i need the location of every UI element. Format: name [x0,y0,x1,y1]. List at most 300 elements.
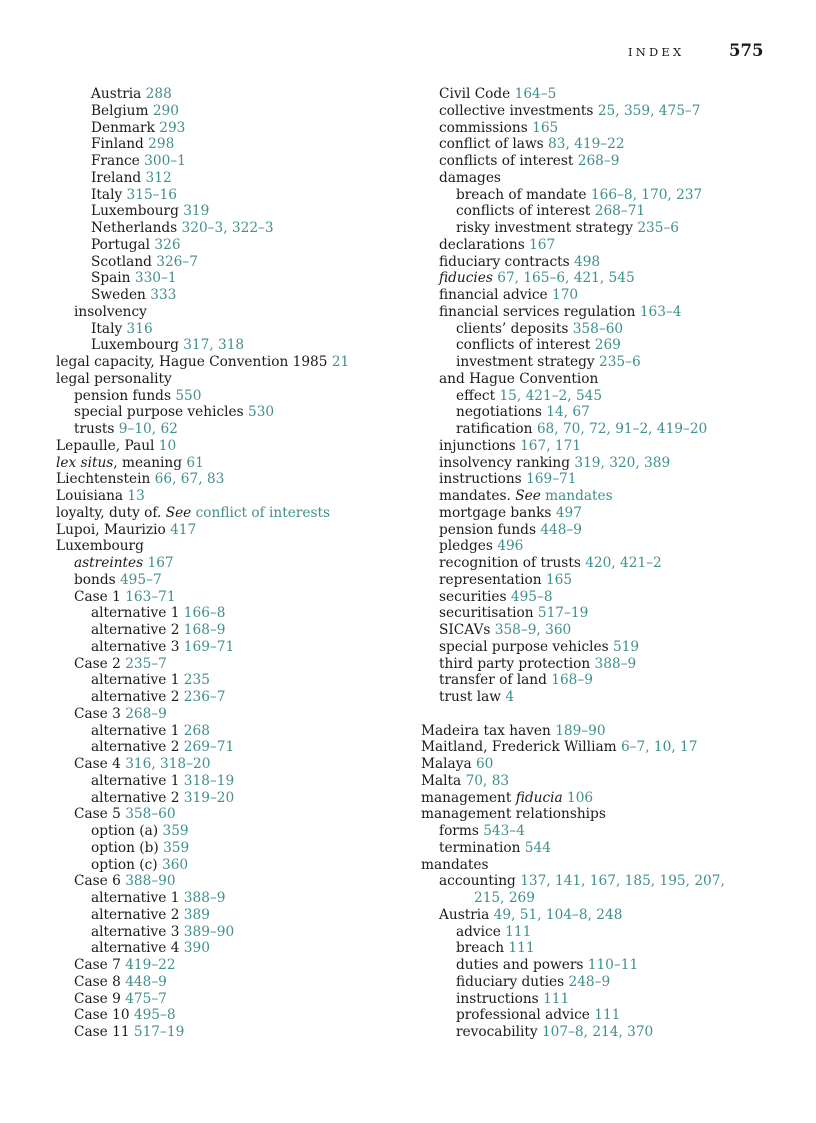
index-term: Case 1 [74,588,121,605]
index-term: alternative 3 [91,638,180,655]
index-term: loyalty, duty of. [56,504,162,521]
index-term: bonds [74,571,116,588]
index-term: pension funds [439,521,536,538]
page-reference[interactable]: 319 [183,203,210,220]
page-reference[interactable]: 268–71 [594,203,646,220]
index-term: legal capacity, Hague Convention 1985 [56,354,328,370]
running-head: INDEX [628,45,685,59]
index-entry [56,924,401,941]
index-term: alternative 1 [91,672,180,689]
index-entry [421,203,766,220]
index-term: Case 3 [74,705,121,722]
index-term: Finland [91,136,144,153]
page-reference[interactable]: 317, 318 [183,337,245,354]
page-reference[interactable]: 67, 165–6, 421, 545 [497,270,635,287]
index-entry [421,924,766,941]
index-entry [421,1007,766,1024]
index-entry [56,672,401,689]
page-reference[interactable]: 111 [505,923,532,940]
index-term: breach of mandate [456,186,587,203]
index-term: Belgium [91,102,149,119]
page-reference[interactable]: 111 [543,990,570,1007]
index-entry [421,605,766,622]
page-reference[interactable]: 163–71 [125,588,176,605]
index-entry [56,538,401,555]
page-reference[interactable]: 519 [612,638,640,655]
index-entry [56,907,401,924]
index-entry [421,270,766,287]
index-entry [56,86,401,103]
index-term: Luxembourg [91,337,179,354]
index-term: accounting [439,873,516,890]
page-reference[interactable]: 388–9 [594,655,637,672]
page-reference[interactable]: 49, 51, 104–8, 248 [493,906,623,923]
index-entry [56,840,401,857]
index-term: SICAVs [439,622,491,638]
page-reference[interactable]: 268–9 [577,153,620,169]
index-term: Portugal [91,236,151,253]
index-term: Case 5 [74,806,121,823]
index-term: mortgage banks [439,504,552,521]
index-entry [421,991,766,1008]
page-reference[interactable]: 167, 171 [520,437,582,454]
index-term: pension funds [74,387,171,404]
page-reference[interactable]: 165 [545,571,573,588]
page-reference[interactable]: 312 [145,169,172,186]
index-term: Case 10 [74,1007,130,1024]
page-reference[interactable]: 358–60 [572,320,624,337]
index-entry [421,187,766,204]
page-reference[interactable]: 66, 67, 83 [154,471,225,488]
index-entry [56,304,401,321]
page-reference[interactable]: 544 [524,839,551,856]
index-entry [56,857,401,874]
index-entry [421,438,766,455]
page-reference[interactable]: 543–4 [483,823,525,839]
index-term: instructions [456,990,539,1007]
page-reference[interactable]: 389 [183,906,210,923]
see-reference-label: See [515,488,541,504]
page-reference[interactable]: 169–71 [183,638,235,655]
index-term: alternative 2 [91,906,180,923]
index-term: insolvency [74,303,147,320]
page-reference[interactable]: 290 [152,102,179,119]
index-entry [56,806,401,823]
page-reference[interactable]: 333 [150,287,177,303]
page-reference[interactable]: 358–9, 360 [494,622,572,638]
index-term: third party protection [439,655,591,672]
index-entry [421,656,766,673]
index-entry [56,873,401,890]
index-entry [421,488,766,505]
see-reference-label: See [165,504,192,521]
index-entry [56,505,401,522]
page-reference[interactable]: 110–11 [587,957,639,973]
index-term: fiduciary contracts [439,253,570,270]
index-entry [56,823,401,840]
index-term: option (b) [91,839,159,856]
index-entry [56,337,401,354]
index-term: France [91,153,140,169]
index-entry [56,589,401,606]
index-term: Louisiana [56,488,124,504]
index-entry [56,438,401,455]
index-entry [421,957,766,974]
index-entry [56,991,401,1008]
index-term: Luxembourg [91,203,179,220]
index-entry [56,622,401,639]
index-entry [421,455,766,472]
index-term: alternative 2 [91,622,180,638]
page-reference[interactable]: 298 [148,136,175,153]
index-entry [421,672,766,689]
page-reference[interactable]: 389–90 [183,923,235,940]
index-entry [421,538,766,555]
page-reference[interactable]: 390 [183,940,210,957]
index-entry [421,907,766,924]
index-term: professional advice [456,1007,590,1024]
page-reference[interactable]: 168–9 [551,672,593,689]
page-reference[interactable]: 448–9 [540,521,583,538]
index-entry [56,756,401,773]
index-entry [421,840,766,857]
index-term: alternative 3 [91,923,180,940]
index-entry [56,203,401,220]
page-reference[interactable]: 496 [497,538,524,555]
page-reference[interactable]: 167 [529,236,556,253]
index-term: representation [439,571,542,588]
page-reference[interactable]: 137, 141, 167, 185, 195, 207, [520,873,725,890]
index-entry [421,220,766,237]
index-term: damages [439,169,501,186]
index-entry [56,455,401,472]
page-reference[interactable]: 107–8, 214, 370 [541,1024,654,1040]
index-term: alternative 1 [91,772,180,789]
index-term: Luxembourg [56,538,144,555]
index-term: Lupoi, Maurizio [56,521,166,538]
page-reference[interactable]: 316, 318–20 [125,756,211,772]
index-term: instructions [439,471,522,488]
index-term: Madeira tax haven [421,722,551,739]
page-reference[interactable]: 189–90 [555,722,606,739]
page-reference[interactable]: 448–9 [125,973,167,990]
index-entry [56,170,401,187]
page-reference[interactable]: 359 [162,823,189,839]
page-reference[interactable]: 163–4 [639,303,682,320]
page-reference[interactable]: 169–71 [526,471,577,488]
index-term: financial advice [439,287,548,303]
page-reference[interactable]: 300–1 [144,153,186,169]
index-entry [56,974,401,991]
index-term: conflicts of interest [456,337,591,354]
index-entry [421,237,766,254]
index-entry [56,656,401,673]
page-reference[interactable]: 316 [126,320,153,337]
page-reference[interactable]: 235–6 [637,220,679,236]
page-reference[interactable]: 497 [555,504,582,521]
page-reference[interactable]: 358–60 [125,806,176,823]
page-reference[interactable]: 235 [183,672,210,689]
page-reference[interactable]: 495–8 [510,588,553,605]
index-entry [56,572,401,589]
index-term: injunctions [439,437,516,454]
page-reference[interactable]: 61 [186,454,204,471]
page-reference[interactable]: 106 [567,789,594,806]
page-reference[interactable]: 359 [163,839,190,856]
page-reference[interactable]: 170 [552,287,579,303]
index-entry [421,756,766,773]
index-term: mandates [421,856,489,873]
index-entry [421,689,766,706]
index-entry [56,522,401,539]
index-entry [421,555,766,572]
index-entry [421,321,766,338]
index-entry [56,739,401,756]
page-reference[interactable]: 288 [145,86,172,102]
index-term: special purpose vehicles [439,638,609,655]
index-entry [421,421,766,438]
index-term: effect [456,387,496,404]
index-term: mandates. [439,488,511,504]
index-entry [56,605,401,622]
page-reference[interactable]: 330–1 [134,270,177,287]
page-reference[interactable]: 495–7 [119,571,162,588]
page-reference[interactable]: 68, 70, 72, 91–2, 419–20 [536,421,708,437]
index-entry [56,488,401,505]
page-reference[interactable]: 268–9 [125,705,167,722]
page-reference[interactable]: 517–19 [537,605,589,622]
index-term-italic: fiducia [515,789,563,806]
index-term: securities [439,588,507,605]
index-entry [421,857,766,874]
page-reference[interactable]: 388–9 [183,890,226,906]
index-entry [421,86,766,103]
page-reference[interactable]: 417 [170,521,197,538]
index-term-italic: astreintes [74,555,144,571]
index-term: Civil Code [439,86,511,102]
index-term: pledges [439,538,493,555]
index-entry [421,974,766,991]
page-reference[interactable]: 70, 83 [465,772,510,789]
page-reference[interactable]: 236–7 [183,689,226,705]
index-term: commissions [439,119,528,136]
index-entry [421,287,766,304]
index-entry [56,940,401,957]
index-term: ratification [456,421,533,437]
page-reference[interactable]: mandates [545,488,613,504]
index-entry [56,471,401,488]
page-reference[interactable]: 111 [508,940,535,957]
index-entry [56,706,401,723]
page-reference[interactable]: 248–9 [568,973,611,990]
index-entry [56,220,401,237]
page-reference[interactable]: 235–6 [598,354,641,370]
index-entry [421,153,766,170]
index-term: trusts [74,421,115,437]
index-term: Case 6 [74,873,121,890]
index-entry [421,639,766,656]
index-entry [56,237,401,254]
index-term: declarations [439,236,525,253]
index-term: Case 7 [74,957,121,973]
index-term: clients’ deposits [456,320,569,337]
index-term: forms [439,823,479,839]
index-term: breach [456,940,505,957]
index-term: Case 11 [74,1024,130,1040]
index-entry [421,120,766,137]
index-entry [56,421,401,438]
page-reference[interactable]: 111 [594,1007,621,1024]
index-entry [421,773,766,790]
page-reference[interactable]: 319, 320, 389 [574,454,671,471]
page-reference[interactable]: 550 [175,387,202,404]
index-term: Case 9 [74,990,121,1007]
index-term: Case 4 [74,756,121,772]
page-reference[interactable]: 83, 419–22 [548,136,625,153]
index-entry [56,890,401,907]
index-term: Denmark [91,119,155,136]
index-term: Netherlands [91,220,178,236]
page-reference[interactable]: 315–16 [126,186,177,203]
page-reference[interactable]: 60 [475,756,494,772]
index-term: recognition of trusts [439,555,581,571]
index-term: Ireland [91,169,142,186]
index-entry [56,354,401,371]
index-term: Sweden [91,287,146,303]
page-reference[interactable]: 25, 359, 475–7 [597,102,701,119]
page-reference[interactable]: 318–19 [183,772,235,789]
index-entry [56,404,401,421]
index-term: legal personality [56,370,172,387]
index-term: Lepaulle, Paul [56,437,155,454]
index-term: option (c) [91,856,158,873]
page-reference[interactable]: conflict of interests [195,504,331,521]
index-term-italic: lex situs [56,454,114,471]
index-term: special purpose vehicles [74,404,244,421]
index-column-right [421,86,766,1041]
index-term: management [421,789,512,806]
index-term: trust law [439,689,501,705]
index-term: transfer of land [439,672,547,689]
page-reference[interactable]: 320–3, 322–3 [181,220,274,236]
index-entry [56,287,401,304]
index-entry [421,723,766,740]
index-entry [421,254,766,271]
page-reference[interactable]: 475–7 [125,990,167,1007]
page-reference[interactable]: 10 [158,437,177,454]
page-reference[interactable]: 495–8 [133,1007,176,1024]
page-reference[interactable]: 168–9 [183,622,226,638]
page-reference[interactable]: 14, 67 [546,404,590,421]
page-reference[interactable]: 9–10, 62 [118,421,178,437]
index-term: conflict of laws [439,136,544,153]
index-term: advice [456,923,501,940]
page-reference[interactable]: 268 [183,722,210,739]
page-reference[interactable]: 15, 421–2, 545 [499,387,603,404]
page-reference[interactable]: 319–20 [183,789,235,806]
index-entry [421,806,766,823]
index-entry [56,371,401,388]
index-entry [56,136,401,153]
index-entry [421,823,766,840]
index-entry [421,522,766,539]
index-entry [421,471,766,488]
index-term: Malaya [421,756,472,772]
index-entry [421,388,766,405]
page-reference[interactable]: 530 [247,404,275,421]
index-term: revocability [456,1024,538,1040]
page-reference[interactable]: 360 [162,856,189,873]
index-entry [56,270,401,287]
index-term: alternative 2 [91,789,180,806]
index-entry [421,940,766,957]
page-reference[interactable]: 4 [505,689,515,705]
page-reference[interactable]: 166–8 [183,605,226,622]
index-term: Scotland [91,253,152,270]
page-reference[interactable]: 326 [154,236,181,253]
index-entry [56,254,401,271]
index-entry [56,689,401,706]
page-reference[interactable]: 419–22 [125,957,176,973]
page-reference[interactable]: 6–7, 10, 17 [620,739,698,756]
index-term: Case 2 [74,655,121,672]
page-reference[interactable]: 164–5 [514,86,557,102]
index-entry [56,120,401,137]
page-reference[interactable]: 235–7 [125,655,167,672]
index-entry [421,136,766,153]
index-term: option (a) [91,823,159,839]
page-reference[interactable]: 269–71 [183,739,235,756]
page-reference[interactable]: 166–8, 170, 237 [590,186,703,203]
index-term: financial services regulation [439,303,636,320]
page-reference[interactable]: 388–90 [125,873,176,890]
page-reference[interactable]: 215, 269 [474,890,535,906]
page-reference[interactable]: 498 [574,253,601,270]
page-reference[interactable]: 269 [594,337,621,354]
index-term: Malta [421,772,462,789]
page-reference[interactable]: 21 [331,354,350,370]
index-term: Austria [91,86,142,102]
index-entry [421,103,766,120]
index-term: Case 8 [74,973,121,990]
index-term-italic: fiducies [439,270,493,287]
index-term: Austria [439,906,490,923]
page-reference[interactable]: 420, 421–2 [585,555,662,571]
index-term: duties and powers [456,957,584,973]
index-entry [421,890,766,907]
index-term: collective investments [439,102,594,119]
page-reference[interactable]: 13 [127,488,145,504]
index-term: insolvency ranking [439,454,571,471]
index-entry [56,790,401,807]
index-entry [56,187,401,204]
page-reference[interactable]: 517–19 [133,1024,185,1040]
index-entry [56,153,401,170]
index-entry [421,170,766,187]
index-term: Italy [91,320,123,337]
index-term: alternative 1 [91,722,180,739]
index-entry [421,589,766,606]
index-entry [56,1024,401,1041]
page-reference[interactable]: 167 [147,555,174,571]
page-reference[interactable]: 165 [532,119,559,136]
page-reference[interactable]: 326–7 [156,253,198,270]
page-reference[interactable]: 293 [159,119,186,136]
index-entry [421,790,766,807]
index-term: Italy [91,186,123,203]
index-entry [56,773,401,790]
index-entry [421,404,766,421]
